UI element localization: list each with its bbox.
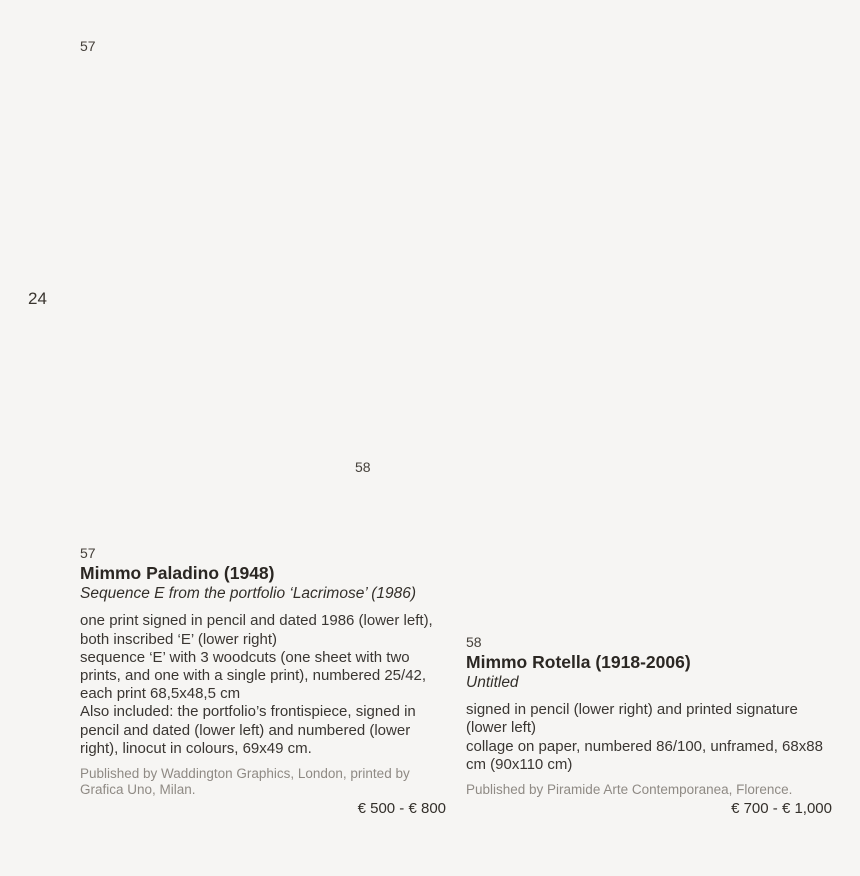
lot-entry-57 [80,545,446,818]
estimate-range: € 500 - € 800 [357,800,446,817]
page-number: 24 [28,289,47,308]
figure-label-58: 58 [355,459,371,475]
description-line: Also included: the portfolio’s frontispiece, signed in pencil and dated (lower left) and numbered (lower right), linocut in colours, 69x49 cm. [80,703,416,757]
publisher-note: Published by Waddington Graphics, London, printed by Grafica Uno, Milan. [80,766,410,797]
artist-name: Mimmo Paladino (1948) [80,563,275,584]
artwork-title: Untitled [466,674,519,692]
lot-description [80,612,446,758]
description-line: collage on paper, numbered 86/100, unframed, 68x88 cm (90x110 cm) [466,737,823,773]
lot-number: 57 [80,545,96,562]
description-line: one print signed in pencil and dated 1986 (lower left), both inscribed ‘E’ (lower right) [80,612,433,648]
artwork-title: Sequence E from the portfolio ‘Lacrimose’ (1986) [80,585,417,603]
lot-description [466,701,832,774]
description-line: signed in pencil (lower right) and printed signature (lower left) [466,701,798,737]
lot-entry-58 [466,634,832,818]
estimate-range: € 700 - € 1,000 [731,800,832,817]
lot-number: 58 [466,634,482,651]
figure-label-57: 57 [80,38,96,54]
description-line: sequence ‘E’ with 3 woodcuts (one sheet with two prints, and one with a single print), numbered 25/42, each print 68,5x48,5 cm [80,648,427,703]
artist-name: Mimmo Rotella (1918-2006) [466,652,691,673]
publisher-note: Published by Piramide Arte Contemporanea, Florence. [466,782,793,797]
